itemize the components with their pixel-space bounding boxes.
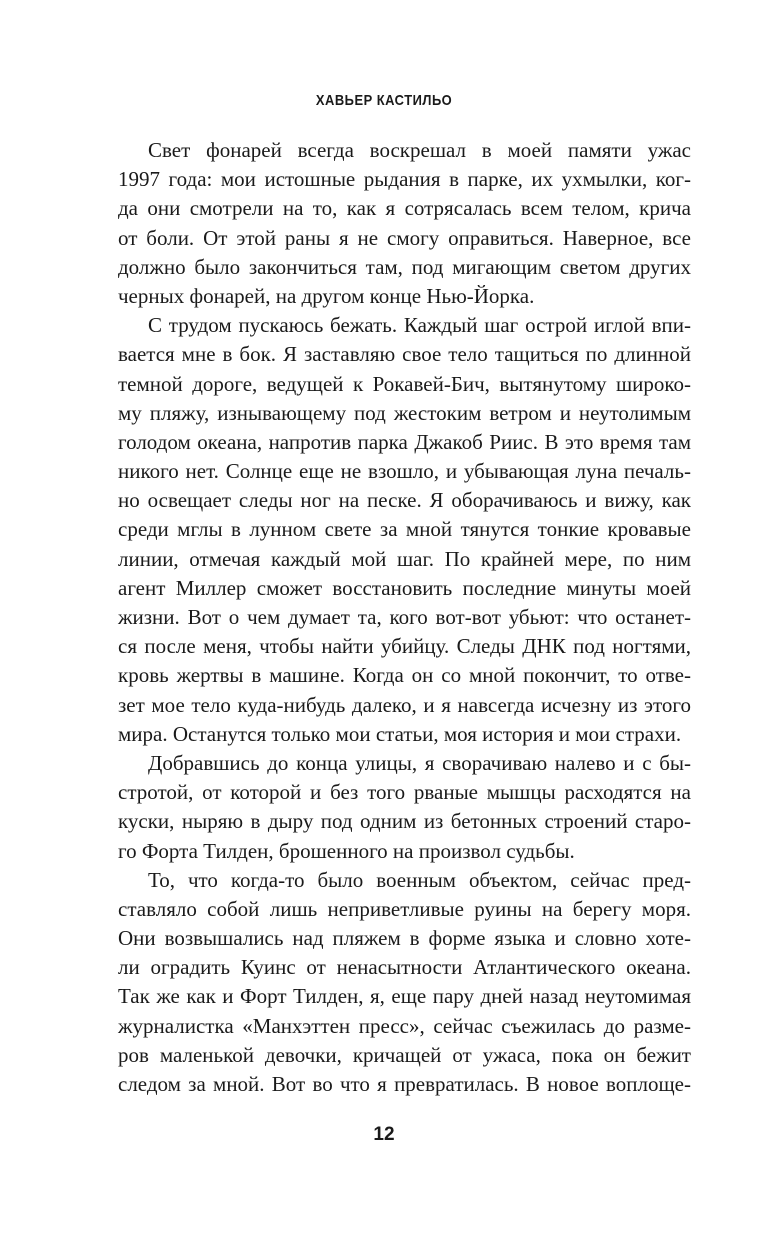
text-line: агент Миллер сможет восстановить последние минуты моей: [118, 575, 691, 600]
text-line: мира. Останутся только мои статьи, моя история и мои страхи.: [118, 721, 682, 746]
page-number: 12: [373, 1124, 395, 1145]
text-line: зет мое тело куда-нибудь далеко, и я навсегда исчезну из этого: [118, 692, 691, 717]
text-line: Они возвышались над пляжем в форме языка и словно хоте-: [118, 926, 691, 951]
text-line: С трудом пускаюсь бежать. Каждый шаг острой иглой впи-: [148, 313, 691, 338]
text-line: от боли. От этой раны я не смогу оправиться. Наверное, все: [118, 225, 691, 250]
text-line: То, что когда-то было военным объектом, сейчас пред-: [148, 867, 691, 892]
text-line: вается мне в бок. Я заставляю свое тело тащиться по длинной: [118, 342, 691, 367]
text-line: ли оградить Куинс от ненасытности Атлантического океана.: [118, 955, 691, 980]
text-line: стротой, от которой и без того рваные мышцы расходятся на: [118, 780, 691, 805]
paragraph: [118, 749, 691, 866]
text-line: среди мглы в лунном свете за мной тянутся тонкие кровавые: [118, 517, 691, 542]
text-line: никого нет. Солнце еще не взошло, и убывающая луна печаль-: [118, 459, 691, 484]
text-line: куски, ныряю в дыру под одним из бетонных строений старо-: [118, 809, 691, 834]
text-line: следом за мной. Вот во что я превратилась. В новое воплоще-: [118, 1072, 691, 1096]
text-line: жизни. Вот о чем думает та, кого вот-вот убьют: что останет-: [118, 605, 691, 629]
text-line: должно было закончиться там, под мигающим светом других: [118, 254, 691, 279]
body-text: [118, 136, 691, 1099]
text-line: 1997 года: мои истошные рыдания в парке, их ухмылки, ког-: [118, 167, 691, 192]
text-line: темной дороге, ведущей к Рокавей-Бич, вытянутому широко-: [118, 371, 691, 396]
running-title: ХАВЬЕР КАСТИЛЬО: [315, 92, 453, 109]
text-line: го Форта Тилден, брошенного на произвол судьбы.: [118, 838, 575, 863]
text-line: журналистка «Манхэттен пресс», сейчас съежилась до разме-: [118, 1013, 691, 1038]
text-line: кровь жертвы в машине. Когда он со мной покончит, то отве-: [118, 663, 691, 688]
paragraph: [118, 311, 691, 749]
text-line: да они смотрели на то, как я сотрясалась всем телом, крича: [118, 196, 691, 221]
text-line: линии, отмечая каждый мой шаг. По крайней мере, по ним: [118, 546, 691, 571]
text-line: ся после меня, чтобы найти убийцу. Следы ДНК под ногтями,: [118, 634, 691, 659]
text-line: голодом океана, напротив парка Джакоб Риис. В это время там: [118, 429, 691, 454]
text-line: Свет фонарей всегда воскрешал в моей памяти ужас: [148, 138, 691, 162]
text-line: ров маленькой девочки, кричащей от ужаса, пока он бежит: [118, 1042, 691, 1067]
text-line: Так же как и Форт Тилден, я, еще пару дней назад неутомимая: [118, 984, 691, 1009]
text-line: Добравшись до конца улицы, я сворачиваю налево и с бы-: [148, 750, 691, 775]
paragraph: [118, 866, 691, 1100]
text-line: ставляло собой лишь неприветливые руины на берегу моря.: [118, 896, 691, 921]
text-line: му пляжу, изнывающему под жестоким ветром и неутолимым: [118, 400, 691, 425]
text-line: но освещает следы ног на песке. Я оборачиваюсь и вижу, как: [118, 488, 691, 513]
text-line: черных фонарей, на другом конце Нью-Йорка.: [118, 283, 535, 308]
paragraph: [118, 136, 691, 311]
